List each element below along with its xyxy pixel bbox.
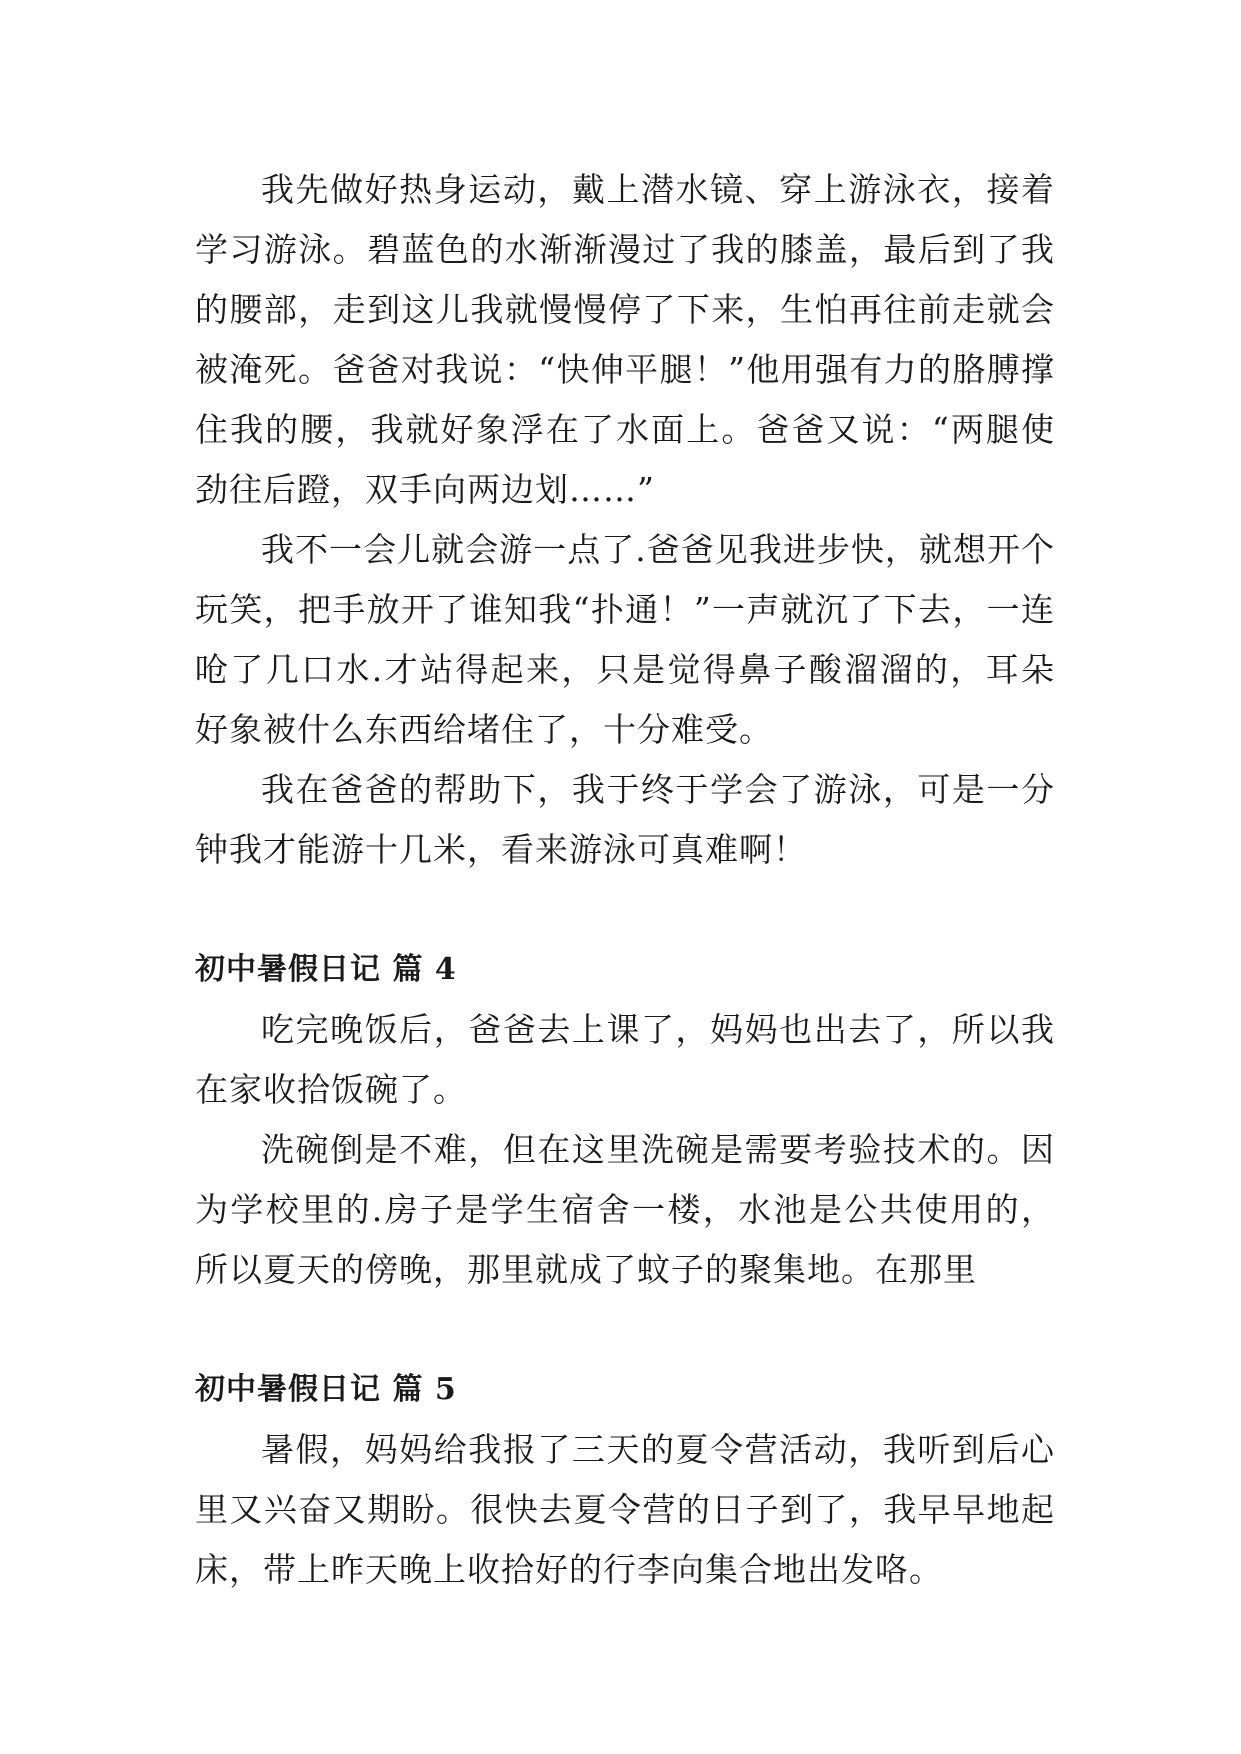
section-heading: 初中暑假日记 篇 5	[195, 1372, 457, 1407]
paragraph: 我先做好热身运动，戴上潜水镜、穿上游泳衣，接着学习游泳。碧蓝色的水渐渐漫过了我的膝盖，最后到了我的腰部，走到这儿我就慢慢停了下来，生怕再往前走就会被淹死。爸爸对我说：“快伸平腿！”他用强有力的胳膊撑住我的腰，我就好象浮在了水面上。爸爸又说：“两腿使劲往后蹬，双手向两边划……”	[195, 170, 1055, 509]
paragraph: 暑假，妈妈给我报了三天的夏令营活动，我听到后心里又兴奋又期盼。很快去夏令营的日子到了，我早早地起床，带上昨天晚上收拾好的行李向集合地出发咯。	[195, 1430, 1055, 1589]
paragraph: 吃完晚饭后，爸爸去上课了，妈妈也出去了，所以我在家收拾饭碗了。	[195, 1010, 1055, 1109]
paragraph: 我不一会儿就会游一点了.爸爸见我进步快，就想开个玩笑，把手放开了谁知我“扑通！”一声就沉了下去，一连呛了几口水.才站得起来，只是觉得鼻子酸溜溜的，耳朵好象被什么东西给堵住了，十分难受。	[195, 530, 1055, 749]
section-heading: 初中暑假日记 篇 4	[195, 952, 457, 987]
paragraph: 洗碗倒是不难，但在这里洗碗是需要考验技术的。因为学校里的.房子是学生宿舍一楼，水池是公共使用的，所以夏天的傍晚，那里就成了蚊子的聚集地。在那里	[195, 1130, 1055, 1289]
document-body	[195, 160, 1055, 1600]
paragraph: 我在爸爸的帮助下，我于终于学会了游泳，可是一分钟我才能游十几米，看来游泳可真难啊！	[195, 770, 1055, 869]
